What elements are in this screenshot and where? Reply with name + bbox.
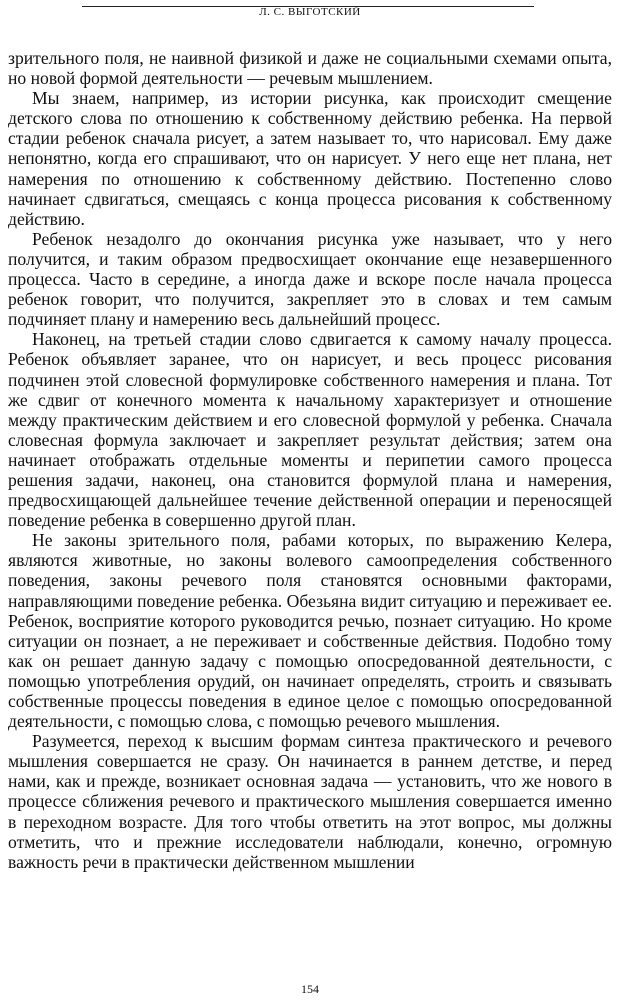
paragraph: Ребенок незадолго до окончания рисунка уже называет, что у него получится, и таким образом предвосхищает окончание еще незавершенного процесса. Часто в середине, а иногда даже и вскоре после начала процесса ребенок говорит, что получится, закрепляет это в словах и тем самым подчиняет плану и намерению весь дальнейший процесс.	[8, 228, 612, 330]
paragraph: Наконец, на третьей стадии слово сдвигается к самому началу процесса. Ребенок объявляет заранее, что он нарисует, и весь процесс рисования подчинен этой словесной формулировке собственного намерения и плана. Тот же сдвиг от конечного момента к начальному характеризует и отношение между практическим действием и его словесной формулой у ребенка. Сначала словесная формула заключает и закрепляет результат действия; затем она начинает отображать отдельные моменты и перипетии самого процесса решения задачи, наконец, она становится формулой плана и намерения, предвосхищающей дальнейшее течение действенной операции и переносящей поведение ребенка в совершенно другой план.	[8, 329, 612, 531]
header-rule	[82, 6, 534, 7]
paragraph: Мы знаем, например, из истории рисунка, как происходит смещение детского слова по отношению к собственному действию ребенка. На первой стадии ребенок сначала рисует, а затем называет то, что нарисовал. Ему даже непонятно, когда его спрашивают, что он нарисует. У него еще нет плана, нет намерения по отношению к собственному действию. Постепенно слово начинает сдвигаться, смещаясь с конца процесса рисования к собственному действию.	[8, 88, 612, 229]
page-number: 154	[301, 982, 319, 996]
running-header	[0, 6, 620, 18]
body-text	[8, 48, 612, 872]
paragraph: Не законы зрительного поля, рабами которых, по выражению Келера, являются животные, но законы волевого самоопределения собственного поведения, законы речевого поля становятся основными факторами, направляющими поведение ребенка. Обезьяна видит ситуацию и переживает ее. Ребенок, восприятие которого руководится речью, познает ситуацию. Но кроме ситуации он познает, а не переживает и собственные действия. Подобно тому как он решает данную задачу с помощью опосредованной деятельности, с помощью употребления орудий, он начинает определять, строить и связывать собственные процессы поведения в единое целое с помощью опосредованной деятельности, с помощью слова, с помощью речевого мышления.	[8, 530, 612, 732]
running-title: Л. С. ВЫГОТСКИЙ	[259, 6, 361, 18]
paragraph: Разумеется, переход к высшим формам синтеза практического и речевого мышления совершается не сразу. Он начинается в раннем детстве, и перед нами, как и прежде, возникает основная задача — установить, что же нового в процессе сближения речевого и практического мышления совершается именно в переходном возрасте. Для того чтобы ответить на этот вопрос, мы должны отметить, что и прежние исследователи наблюдали, конечно, огромную важность речи в практически действенном мышлении	[8, 731, 612, 872]
paragraph: зрительного поля, не наивной физикой и даже не социальными схемами опыта, но новой формой деятельности — речевым мышлением.	[8, 48, 612, 89]
